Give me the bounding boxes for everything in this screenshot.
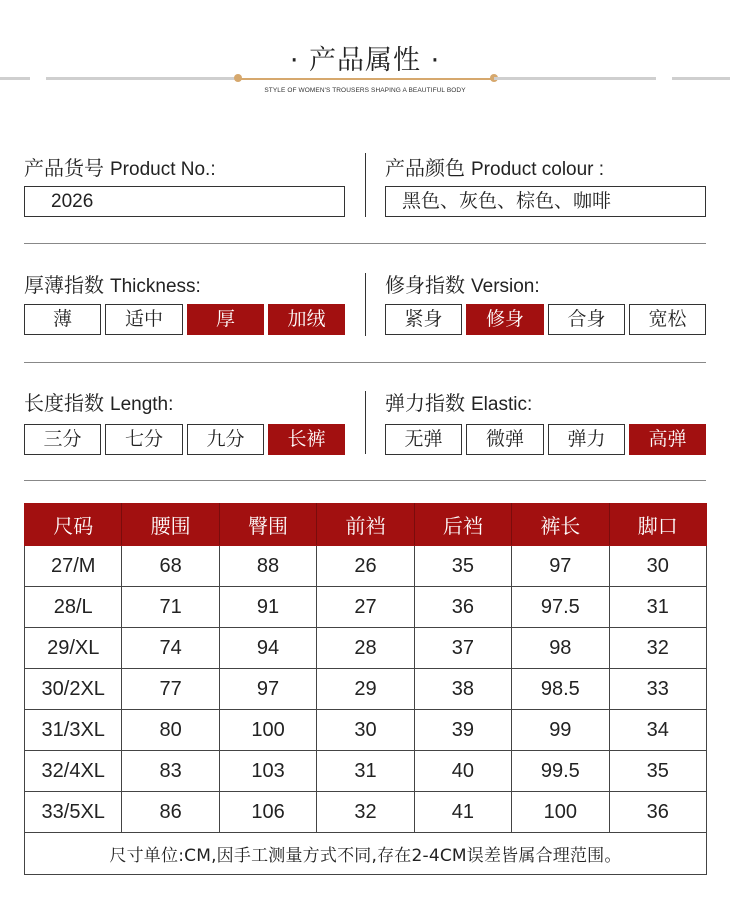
header-rule-right — [494, 77, 656, 80]
table-cell: 33/5XL — [25, 792, 122, 833]
column-header: 腰围 — [122, 504, 219, 546]
section-title: · 产品属性 · — [289, 45, 441, 76]
table-cell: 31 — [609, 587, 706, 628]
length-option-shorts: 三分 — [24, 424, 101, 455]
table-cell: 27/M — [25, 546, 122, 587]
elastic-option-none: 无弹 — [385, 424, 462, 455]
table-cell: 35 — [414, 546, 511, 587]
table-cell: 97 — [512, 546, 609, 587]
table-cell: 91 — [219, 587, 316, 628]
table-cell: 94 — [219, 628, 316, 669]
thickness-option-fleece: 加绒 — [268, 304, 345, 335]
table-cell: 99 — [512, 710, 609, 751]
table-cell: 80 — [122, 710, 219, 751]
length-option-capri: 七分 — [105, 424, 183, 455]
table-cell: 26 — [317, 546, 414, 587]
table-cell: 98.5 — [512, 669, 609, 710]
column-header: 裤长 — [512, 504, 609, 546]
table-cell: 31 — [317, 751, 414, 792]
table-cell: 32 — [609, 628, 706, 669]
header-rule-left — [46, 77, 238, 80]
thickness-option-thin: 薄 — [24, 304, 101, 335]
version-option-regular: 合身 — [548, 304, 625, 335]
version-option-loose: 宽松 — [629, 304, 706, 335]
table-cell: 100 — [512, 792, 609, 833]
version-label: 修身指数 Version: — [385, 273, 540, 297]
table-header-row — [25, 504, 707, 546]
table-cell: 29 — [317, 669, 414, 710]
section-separator — [24, 480, 706, 481]
header-dot-left — [234, 74, 242, 82]
product-no-value: 2026 — [24, 186, 345, 217]
table-cell: 34 — [609, 710, 706, 751]
size-table — [24, 503, 707, 875]
table-cell: 36 — [609, 792, 706, 833]
product-colour-label: 产品颜色 Product colour : — [385, 156, 605, 180]
table-row — [25, 710, 707, 751]
table-cell: 41 — [414, 792, 511, 833]
thickness-label: 厚薄指数 Thickness: — [24, 273, 201, 297]
table-row — [25, 628, 707, 669]
table-row — [25, 587, 707, 628]
column-header: 后裆 — [414, 504, 511, 546]
table-cell: 37 — [414, 628, 511, 669]
header-rule-left-end — [0, 77, 30, 80]
column-header: 前裆 — [317, 504, 414, 546]
length-option-ankle: 九分 — [187, 424, 264, 455]
table-cell: 40 — [414, 751, 511, 792]
divider — [365, 391, 366, 454]
table-note: 尺寸单位:CM,因手工测量方式不同,存在2-4CM误差皆属合理范围。 — [25, 833, 707, 875]
table-cell: 88 — [219, 546, 316, 587]
table-cell: 68 — [122, 546, 219, 587]
table-cell: 99.5 — [512, 751, 609, 792]
header-rule-right-end — [672, 77, 730, 80]
table-cell: 36 — [414, 587, 511, 628]
header-rule-gold — [238, 78, 494, 80]
thickness-option-medium: 适中 — [105, 304, 183, 335]
table-row — [25, 751, 707, 792]
table-cell: 29/XL — [25, 628, 122, 669]
divider — [365, 273, 366, 336]
table-cell: 83 — [122, 751, 219, 792]
column-header: 脚口 — [609, 504, 706, 546]
table-note-row — [25, 833, 707, 875]
table-cell: 27 — [317, 587, 414, 628]
table-cell: 86 — [122, 792, 219, 833]
section-subtitle: STYLE OF WOMEN'S TROUSERS SHAPING A BEAUTIFUL BODY — [264, 87, 466, 94]
divider — [365, 153, 366, 217]
elastic-option-stretch: 弹力 — [548, 424, 625, 455]
table-cell: 100 — [219, 710, 316, 751]
table-row — [25, 669, 707, 710]
thickness-option-thick: 厚 — [187, 304, 264, 335]
elastic-label: 弹力指数 Elastic: — [385, 391, 533, 415]
table-cell: 97.5 — [512, 587, 609, 628]
table-row — [25, 792, 707, 833]
table-cell: 39 — [414, 710, 511, 751]
length-option-full: 长裤 — [268, 424, 345, 455]
version-option-tight: 紧身 — [385, 304, 462, 335]
table-cell: 77 — [122, 669, 219, 710]
product-colour-value: 黑色、灰色、棕色、咖啡 — [385, 186, 706, 217]
table-cell: 28/L — [25, 587, 122, 628]
table-cell: 103 — [219, 751, 316, 792]
product-no-label: 产品货号 Product No.: — [24, 156, 216, 180]
table-cell: 28 — [317, 628, 414, 669]
table-cell: 31/3XL — [25, 710, 122, 751]
table-cell: 32 — [317, 792, 414, 833]
table-cell: 38 — [414, 669, 511, 710]
table-cell: 30 — [317, 710, 414, 751]
elastic-option-high: 高弹 — [629, 424, 706, 455]
table-cell: 97 — [219, 669, 316, 710]
table-cell: 33 — [609, 669, 706, 710]
elastic-option-slight: 微弹 — [466, 424, 544, 455]
table-cell: 74 — [122, 628, 219, 669]
table-cell: 30/2XL — [25, 669, 122, 710]
table-cell: 35 — [609, 751, 706, 792]
length-label: 长度指数 Length: — [24, 391, 174, 415]
section-separator — [24, 243, 706, 244]
table-cell: 71 — [122, 587, 219, 628]
version-option-slim: 修身 — [466, 304, 544, 335]
table-cell: 106 — [219, 792, 316, 833]
table-cell: 30 — [609, 546, 706, 587]
section-separator — [24, 362, 706, 363]
column-header: 尺码 — [25, 504, 122, 546]
table-cell: 32/4XL — [25, 751, 122, 792]
table-row — [25, 546, 707, 587]
table-cell: 98 — [512, 628, 609, 669]
column-header: 臀围 — [219, 504, 316, 546]
